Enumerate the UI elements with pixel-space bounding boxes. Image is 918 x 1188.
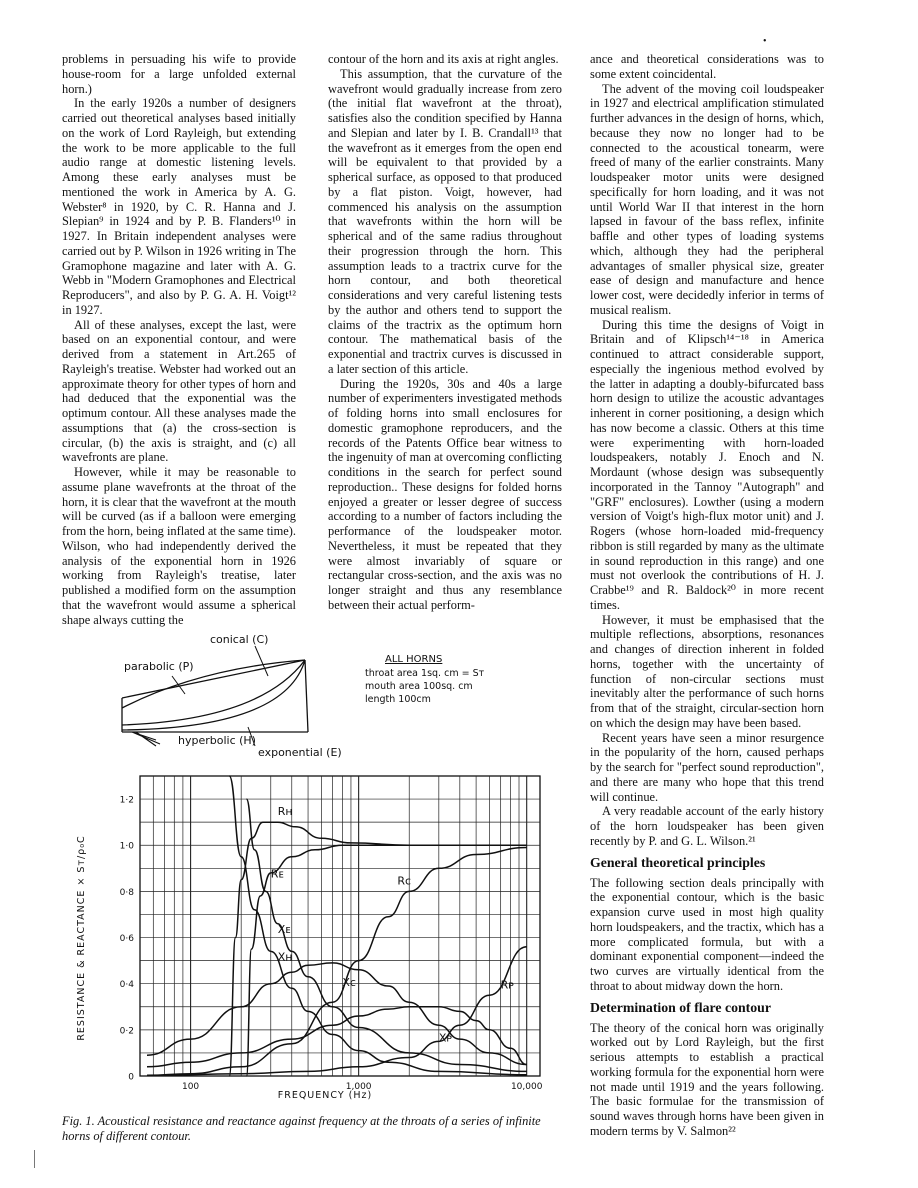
paragraph: During this time the designs of Voigt in Britain and of Klipsch¹⁴⁻¹⁸ in America continued to attract considerable support, especially the ingenious method evolved by the latter in adapting a doubly-bifurcated bass horn design to utilize the acoustic advantages inherent in corner positioning, a design which has now become a classic. Others at this time were experimenting with horn-loaded loudspeakers, notably J. Enoch and N. Mordaunt (whose design was subsequently incorporated in the Tannoy "Autograph" and "GRF" enclosures). Lowther (using a modern version of Voigt's high-flux motor unit) and J. Rogers (whose horn-loaded mid-frequency ribbon is still regarded by many as the ultimate in sound reproduction in this range) and one must not overlook the contributions of H. J. Crabbe¹⁹ and R. Baldock²⁰ in more recent times. <box>590 317 824 612</box>
legend-line-1: throat area 1sq. cm = Sᴛ <box>365 668 485 679</box>
series-label: Xᴄ <box>342 976 356 989</box>
chart-curves <box>147 776 527 1076</box>
x-tick-label: 100 <box>181 1082 200 1092</box>
paragraph: All of these analyses, except the last, were based on an exponential contour, and were derived from a statement in Art.265 of Rayleigh's treatise. Webster had worked out an approximate theory for other types of horn and had deduced that the exponential was the optimum contour. All these analyses made the assumptions that (a) the cross-section is circular, (b) the axis is straight, and (c) all wavefronts are plane. <box>62 317 296 465</box>
paragraph: However, while it may be reasonable to assume plane wavefronts at the throat of the horn, it is clear that the wavefront at the mouth will be curved (as if a balloon were emerging from the horn, being inflated at the same time). Wilson, who had independently derived the analysis of the exponential horn in 1926 working from Rayleigh's treatise, later published a modified form on the assumption that the wavefront would assume a spherical shape always cutting the <box>62 465 296 627</box>
x-axis-label: FREQUENCY (Hz) <box>277 1090 373 1101</box>
figure-svg <box>60 628 580 1108</box>
paragraph: In the early 1920s a number of designers carried out theoretical analyses based initially on the work of Lord Rayleigh, but extending the work to be more applicable to the full audio range at domestic listening levels. Among these early analyses must be mentioned the work in America by A. G. Webster⁸ in 1920, by C. R. Hanna and J. Slepian⁹ in 1924 and by P. B. Flanders¹⁰ in 1927. In Britain independent analyses were carried out by P. Wilson in 1926 writing in The Gramophone magazine and later with A. G. Webb in "Modern Gramophones and Electrical Reproducers", and also by P. G. A. H. Voigt¹² in 1927. <box>62 96 296 317</box>
column-1 <box>62 52 296 627</box>
x-tick-label: 10,000 <box>510 1082 543 1092</box>
horn-throat <box>305 660 308 732</box>
legend-title: ALL HORNS <box>385 654 443 665</box>
hyperbolic-swirl <box>132 732 160 746</box>
series-label: Xᴘ <box>438 1031 453 1045</box>
horn-contour-diagram <box>122 633 485 759</box>
label-hyperbolic: hyperbolic (H) <box>178 734 256 747</box>
x-tick-label: 1,000 <box>345 1082 372 1092</box>
label-conical: conical (C) <box>210 633 269 646</box>
plot-frame <box>140 776 540 1076</box>
y-tick-label: 0·8 <box>119 887 134 898</box>
series-line-Xᴘ <box>147 1007 527 1067</box>
label-exponential: exponential (E) <box>258 746 342 759</box>
paragraph: The following section deals principally with the exponential contour, which is the basic expansion curve used in most high quality horn loudspeakers, and the tractix, which has a more complicated formula, but with a dominant exponential component—indeed the two curves are virtually identical from the throat to about midway down the horn. <box>590 875 824 993</box>
series-label: Xʜ <box>277 950 293 964</box>
series-line-Rʜ <box>229 822 526 1076</box>
paragraph: Recent years have seen a minor resurgence in the popularity of the horn, caused perhaps by the search for "perfect sound reproduction", and there are many who hope that this trend will continue. <box>590 730 824 804</box>
series-label: Rᴇ <box>270 867 284 881</box>
y-tick-label: 0·2 <box>119 1026 134 1037</box>
paragraph: The advent of the moving coil loudspeaker in 1927 and electrical amplification stimulated further advances in the design of horns, which, because they now no longer had to be connected to the acoustical tonearm, were freed of many of the earlier constraints. Many loudspeaker motor units were designed specifically for horn loading, and it was not until World War II that interest in the horn lapsed in favour of the bass reflex, infinite baffle and other types of loading systems which, although they had the peripheral advantages of smaller physical size, greater ease of design and manufacture and hence lower cost, were decidedly inferior in terms of musical realism. <box>590 81 824 317</box>
label-parabolic: parabolic (P) <box>124 660 194 673</box>
y-axis-label: RESISTANCE & REACTANCE × Sᴛ/ρ₀C <box>76 835 87 1041</box>
legend-line-2: mouth area 100sq. cm <box>365 681 473 692</box>
series-line-Rᴘ <box>147 947 527 1076</box>
figure-1 <box>60 628 580 1108</box>
y-tick-label: 0·6 <box>119 934 134 945</box>
column-2 <box>328 52 562 613</box>
column-3 <box>590 52 824 1139</box>
y-tick-label: 0·4 <box>119 980 134 991</box>
y-tick-label: 0 <box>128 1072 134 1083</box>
series-line-Xᴄ <box>147 963 527 1065</box>
paragraph: The theory of the conical horn was originally worked out by Lord Rayleigh, but the first serious attempts to establish a practical working formula for the exponential horn were not made until 1919 and the years following. The basic formulae for the transmission of sound waves through horns have been given in modern terms by V. Salmon²² <box>590 1020 824 1138</box>
paragraph: ance and theoretical considerations was to some extent coincidental. <box>590 52 824 81</box>
resistance-reactance-chart <box>76 776 543 1101</box>
series-label: Rᴄ <box>397 874 412 888</box>
paragraph: contour of the horn and its axis at right angles. <box>328 52 559 66</box>
conical-leader <box>255 646 268 676</box>
paragraph: problems in persuading his wife to provide house-room for a large unfolded external horn.) <box>62 52 296 96</box>
y-tick-label: 1·0 <box>119 841 134 852</box>
y-tick-label: 1·2 <box>119 795 134 806</box>
paragraph: However, it must be emphasised that the multiple reflections, absorptions, resonances and changes of direction inherent in folded horns, together with the uncertainty of function of non-circular sections must inevitably alter the performance of such horns from that of the straight, circular-section horn on which the design may have been based. <box>590 612 824 730</box>
section-heading: General theoretical principles <box>590 854 766 870</box>
page-speck: • <box>763 36 767 47</box>
paragraph: This assumption, that the curvature of the wavefront would gradually increase from zero (the initial flat wavefront at the throat), satisfies also the condition specified by Hanna and Slepian and later by I. B. Crandall¹³ that the wavefront as it emerges from the open end will be equivalent to that provided by a spherical surface, as opposed to that produced by a flat piston. Voigt, however, had commenced his analysis on the assumption that wavefronts within the horn will be spherical and of the same radius throughout their progression through the horn. This assumption leads to a tractrix curve for the horn contour, and both theoretical considerations and very careful listening tests by the author and others tend to support the claims of the tractrix as the optimum horn contour. The mathematical basis of the exponential and tractrix curves is discussed in a later section of this article. <box>328 66 562 376</box>
series-label: Rᴘ <box>500 978 515 992</box>
section-heading: Determination of flare contour <box>590 999 771 1015</box>
paragraph: During the 1920s, 30s and 40s a large number of experimenters investigated methods of folding horns into small enclosures for domestic gramophone reproducers, and the records of the Patents Office bear witness to the ingenuity of man at overcoming conflicting conditions in the search for perfect sound reproduction.. These designs for folded horns enjoyed a greater or lesser degree of success according to a number of factors including the performance of the loudspeaker motor. Nevertheless, it must be repeated that they were almost invariably of square or rectangular cross-section, and the axis was no longer straight and thus any resemblance between their actual perform- <box>328 376 562 612</box>
legend-line-3: length 100cm <box>365 694 431 705</box>
chart-grid <box>140 776 540 1076</box>
series-label: Rʜ <box>277 805 293 819</box>
figure-caption: Fig. 1. Acoustical resistance and reactance against frequency at the throats of a series of infinite horns of different contour. <box>62 1114 541 1143</box>
margin-mark <box>34 1150 35 1168</box>
paragraph: A very readable account of the early history of the horn loudspeaker has been given recently by P. and G. L. Wilson.²¹ <box>590 804 824 848</box>
series-label: Xᴇ <box>277 922 291 936</box>
